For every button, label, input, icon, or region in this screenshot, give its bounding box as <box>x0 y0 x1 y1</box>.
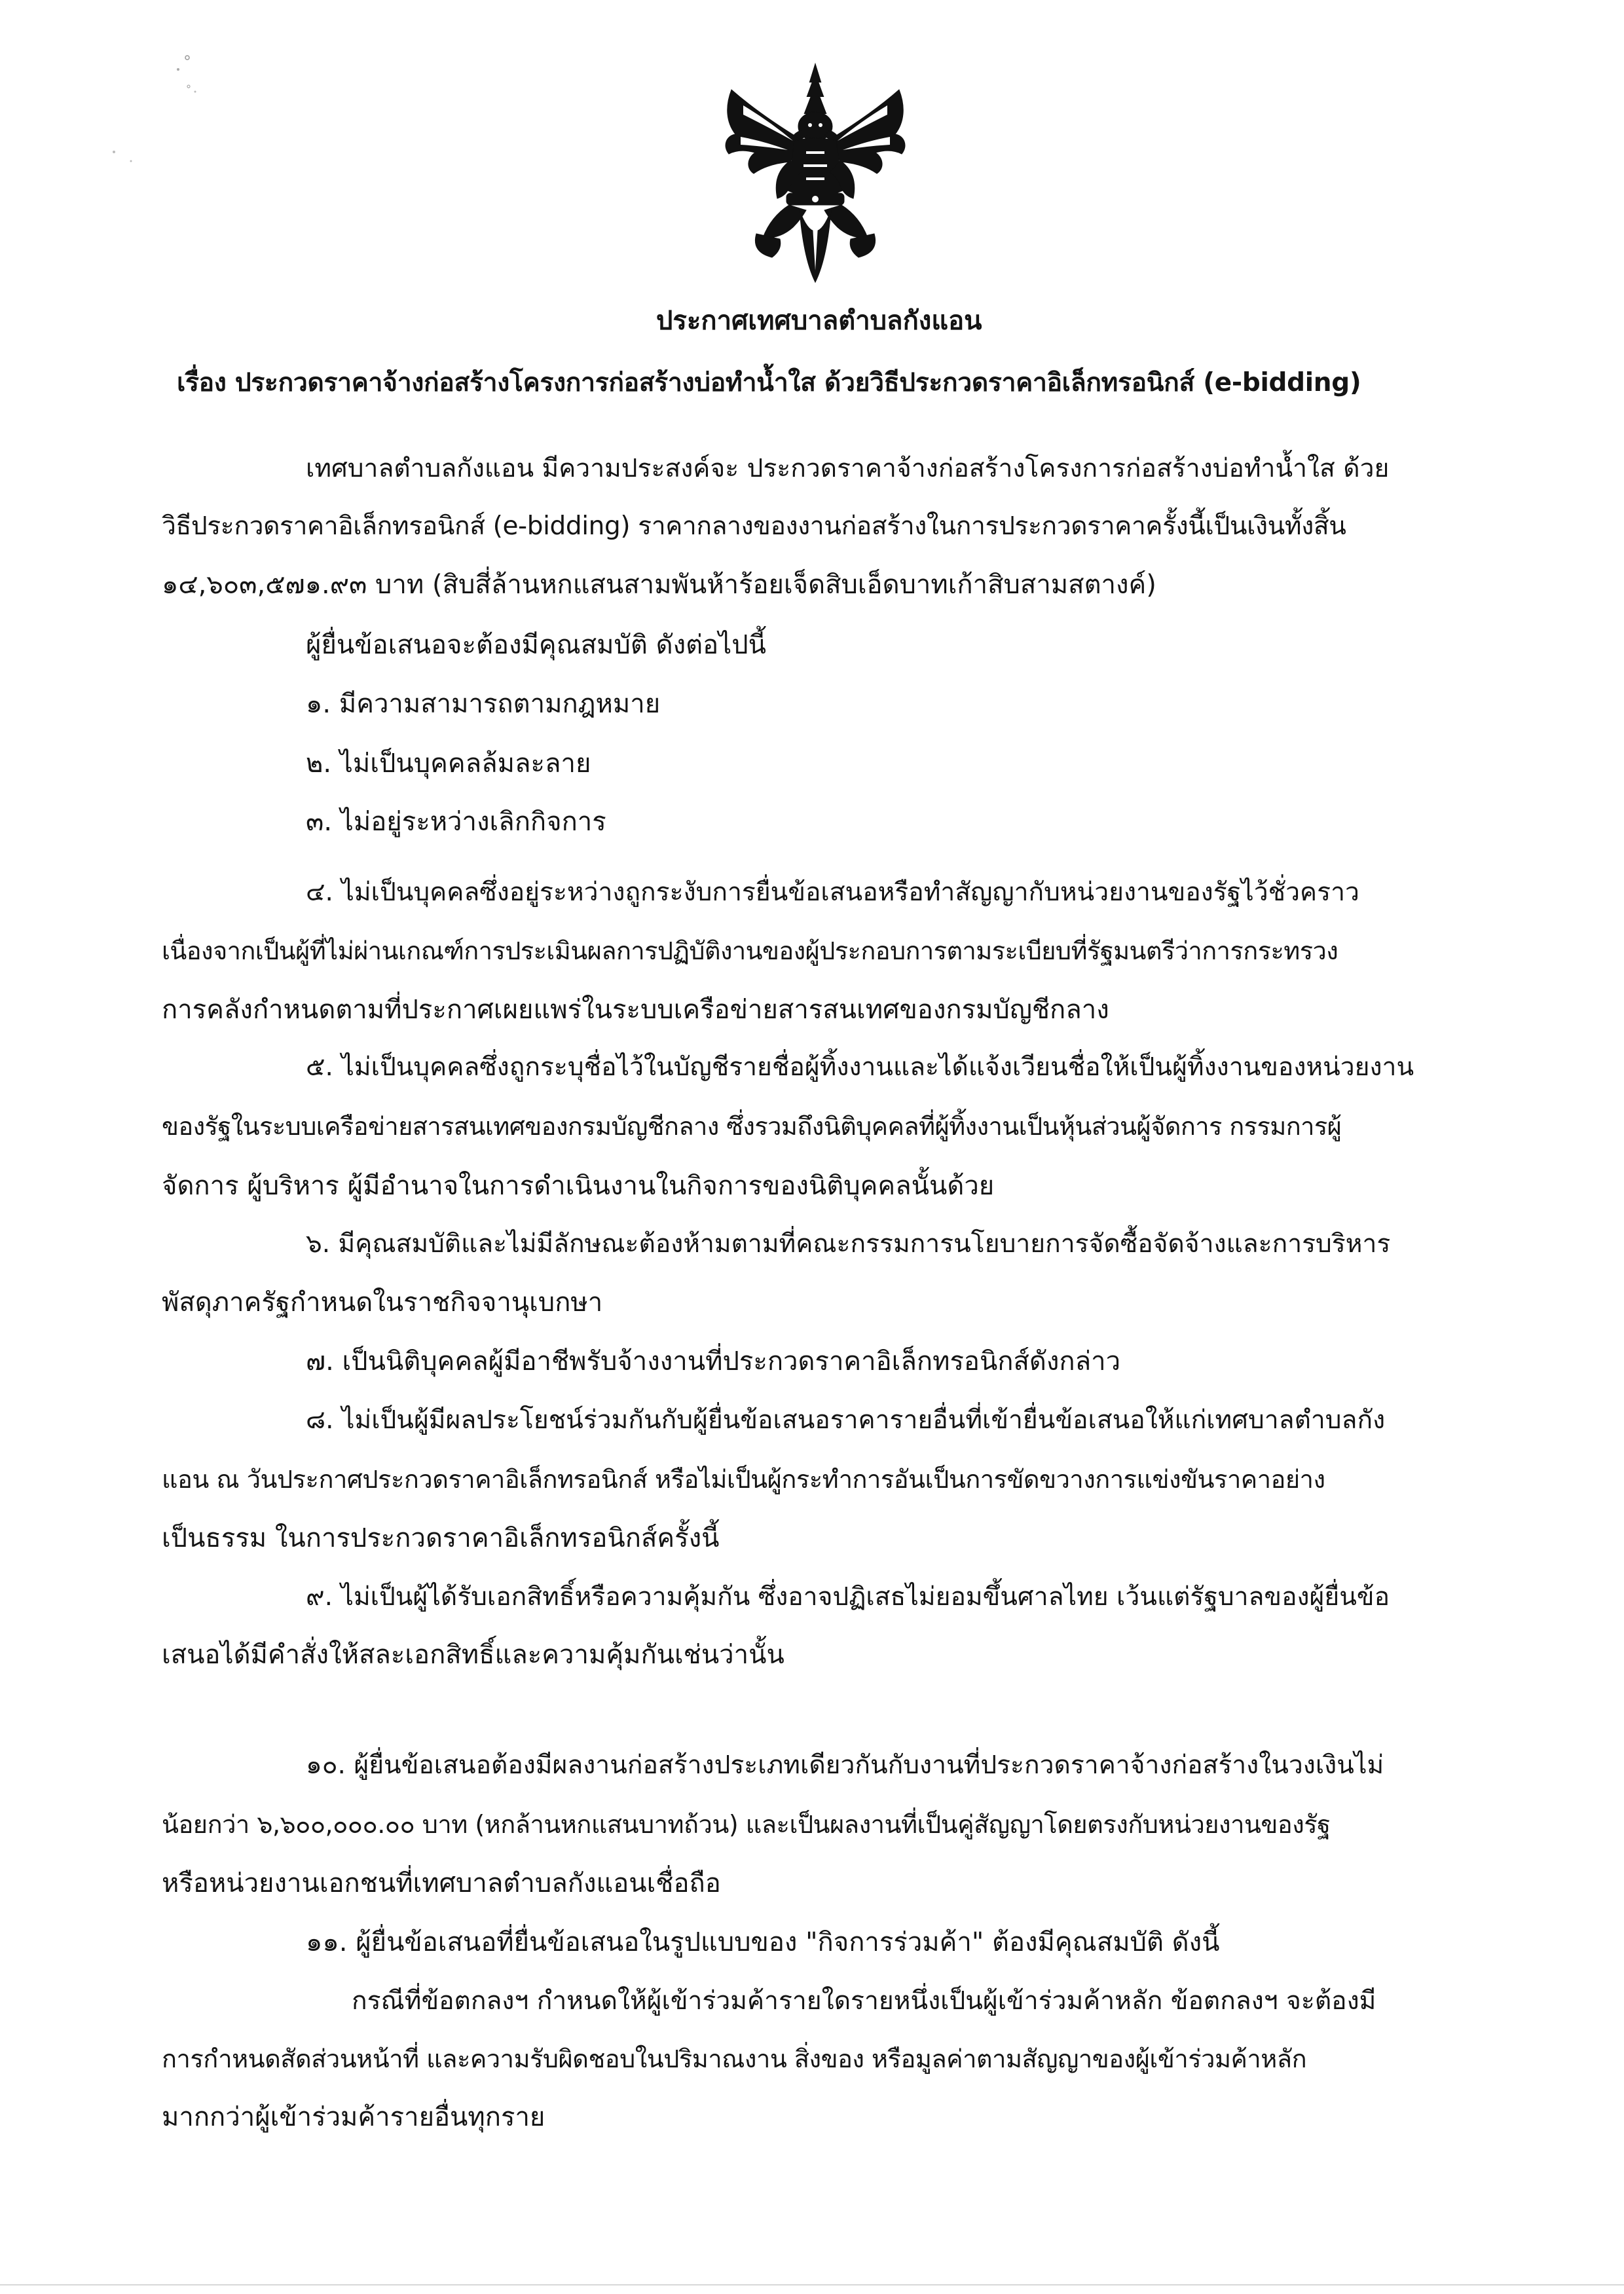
page-bottom-edge <box>0 2284 1624 2285</box>
body-line: หรือหน่วยงานเอกชนที่เทศบาลตำบลกังแอนเชื่อถือ <box>162 1868 721 1898</box>
body-line: การคลังกำหนดตามที่ประกาศเผยแพร่ในระบบเครือข่ายสารสนเทศของกรมบัญชีกลาง <box>162 995 1109 1025</box>
body-line: ๗. เป็นนิติบุคคลผู้มีอาชีพรับจ้างงานที่ประกวดราคาอิเล็กทรอนิกส์ดังกล่าว <box>306 1346 1121 1377</box>
body-line: พัสดุภาครัฐกำหนดในราชกิจจานุเบกษา <box>162 1287 603 1318</box>
body-line: เนื่องจากเป็นผู้ที่ไม่ผ่านเกณฑ์การประเมินผลการปฏิบัติงานของผู้ประกอบการตามระเบียบที่รัฐมนตรีว่าการกระทรวง <box>162 936 1338 965</box>
body-line: เทศบาลตำบลกังแอน มีความประสงค์จะ ประกวดราคาจ้างก่อสร้างโครงการก่อสร้างบ่อทำน้ำใส ด้วย <box>306 454 1390 483</box>
announcement-subject: เรื่อง ประกวดราคาจ้างก่อสร้างโครงการก่อสร้างบ่อทำน้ำใส ด้วยวิธีประกวดราคาอิเล็กทรอนิกส์ (e-bidding) <box>177 368 1361 398</box>
announcement-title: ประกาศเทศบาลตำบลกังแอน <box>656 306 982 336</box>
body-line: ๘. ไม่เป็นผู้มีผลประโยชน์ร่วมกันกับผู้ยื่นข้อเสนอราคารายอื่นที่เข้ายื่นข้อเสนอให้แก่เทศบาลตำบลกัง <box>306 1405 1386 1435</box>
body-line: ๑๑. ผู้ยื่นข้อเสนอที่ยื่นข้อเสนอในรูปแบบของ "กิจการร่วมค้า" ต้องมีคุณสมบัติ ดังนี้ <box>306 1927 1220 1957</box>
body-line: ๕. ไม่เป็นบุคคลซึ่งถูกระบุชื่อไว้ในบัญชีรายชื่อผู้ทิ้งงานและได้แจ้งเวียนชื่อให้เป็นผู้ทิ้งงานของหน่วยงาน <box>306 1052 1414 1082</box>
body-line: เป็นธรรม ในการประกวดราคาอิเล็กทรอนิกส์ครั้งนี้ <box>162 1523 720 1553</box>
body-line: เสนอได้มีคำสั่งให้สละเอกสิทธิ์และความคุ้มกันเช่นว่านั้น <box>162 1640 784 1670</box>
body-line: ๙. ไม่เป็นผู้ได้รับเอกสิทธิ์หรือความคุ้มกัน ซึ่งอาจปฏิเสธไม่ยอมขึ้นศาลไทย เว้นแต่รัฐบาลของผู้ยื่นข้อ <box>306 1582 1390 1612</box>
body-line: ๓. ไม่อยู่ระหว่างเลิกกิจการ <box>306 807 606 837</box>
body-line: ๑. มีความสามารถตามกฎหมาย <box>306 689 661 719</box>
body-line: ผู้ยื่นข้อเสนอจะต้องมีคุณสมบัติ ดังต่อไปนี้ <box>306 630 766 660</box>
body-line: วิธีประกวดราคาอิเล็กทรอนิกส์ (e-bidding) ราคากลางของงานก่อสร้างในการประกวดราคาครั้งนี้เป็นเงินทั้งสิ้น <box>162 511 1346 541</box>
garuda-emblem-icon <box>717 62 913 288</box>
body-line: ของรัฐในระบบเครือข่ายสารสนเทศของกรมบัญชีกลาง ซึ่งรวมถึงนิติบุคคลที่ผู้ทิ้งงานเป็นหุ้นส่วนผู้จัดการ กรรมการผู้ <box>162 1112 1342 1141</box>
body-line: มากกว่าผู้เข้าร่วมค้ารายอื่นทุกราย <box>162 2102 545 2132</box>
body-line: ๑๔,๖๐๓,๕๗๑.๙๓ บาท (สิบสี่ล้านหกแสนสามพันห้าร้อยเจ็ดสิบเอ็ดบาทเก้าสิบสามสตางค์) <box>162 570 1156 600</box>
body-line: ๔. ไม่เป็นบุคคลซึ่งอยู่ระหว่างถูกระงับการยื่นข้อเสนอหรือทำสัญญากับหน่วยงานของรัฐไว้ชั่วคราว <box>306 878 1359 907</box>
body-line: น้อยกว่า ๖,๖๐๐,๐๐๐.๐๐ บาท (หกล้านหกแสนบาทถ้วน) และเป็นผลงานที่เป็นคู่สัญญาโดยตรงกับหน่วยงานของรัฐ <box>162 1810 1331 1839</box>
body-line: การกำหนดสัดส่วนหน้าที่ และความรับผิดชอบในปริมาณงาน สิ่งของ หรือมูลค่าตามสัญญาของผู้เข้าร่วมค้าหลัก <box>162 2044 1307 2073</box>
body-line: ๖. มีคุณสมบัติและไม่มีลักษณะต้องห้ามตามที่คณะกรรมการนโยบายการจัดซื้อจัดจ้างและการบริหาร <box>306 1229 1391 1259</box>
body-line: กรณีที่ข้อตกลงฯ กำหนดให้ผู้เข้าร่วมค้ารายใดรายหนึ่งเป็นผู้เข้าร่วมค้าหลัก ข้อตกลงฯ จะต้องมี <box>352 1986 1376 2016</box>
scan-speck-marks <box>105 46 196 164</box>
body-line: แอน ณ วันประกาศประกวดราคาอิเล็กทรอนิกส์ หรือไม่เป็นผู้กระทำการอันเป็นการขัดขวางการแข่งขันราคาอย่าง <box>162 1465 1325 1494</box>
body-line: จัดการ ผู้บริหาร ผู้มีอำนาจในการดำเนินงานในกิจการของนิติบุคคลนั้นด้วย <box>162 1171 995 1201</box>
body-line: ๒. ไม่เป็นบุคคลล้มละลาย <box>306 749 591 779</box>
body-line: ๑๐. ผู้ยื่นข้อเสนอต้องมีผลงานก่อสร้างประเภทเดียวกันกับงานที่ประกวดราคาจ้างก่อสร้างในวงเงินไม่ <box>306 1750 1384 1780</box>
